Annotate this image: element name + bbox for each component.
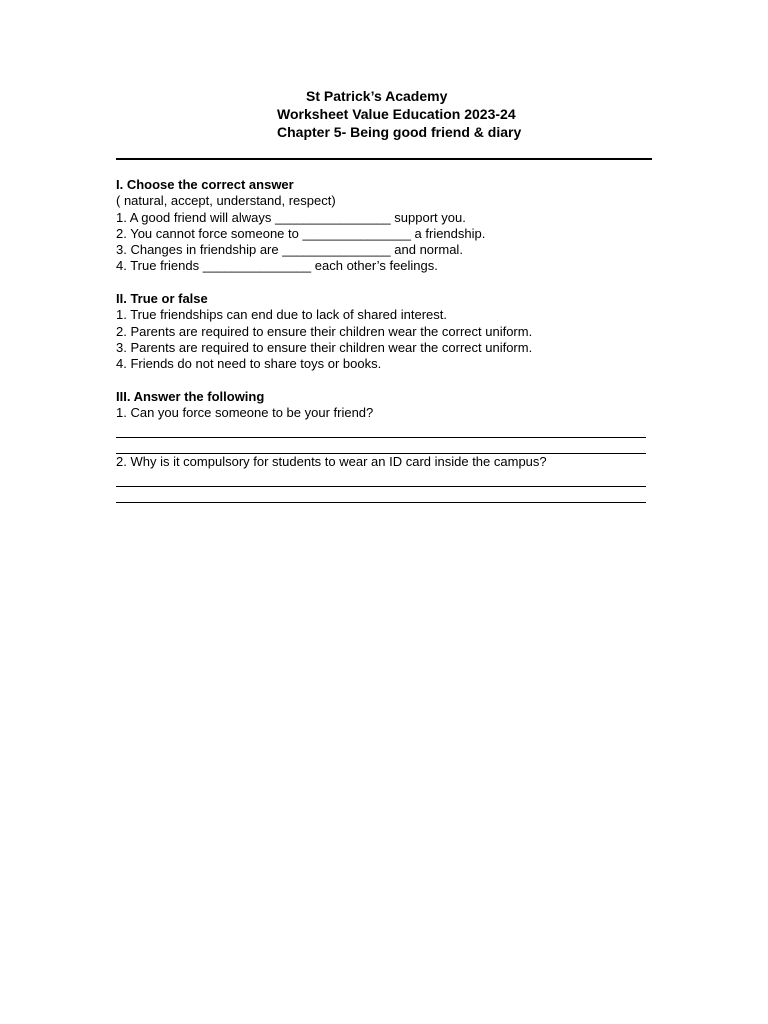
fill-blank-item: 2. You cannot force someone to _______________ a friendship. — [116, 225, 486, 241]
section-spacer — [116, 373, 656, 389]
worksheet-body — [116, 177, 656, 503]
true-false-item: 2. Parents are required to ensure their children wear the correct uniform. — [116, 323, 533, 339]
answer-line — [116, 438, 646, 454]
chapter-title: Chapter 5- Being good friend & diary — [277, 124, 522, 140]
answer-line — [116, 470, 646, 486]
answer-line — [116, 421, 646, 437]
header-divider — [116, 158, 652, 160]
true-false-item: 1. True friendships can end due to lack of shared interest. — [116, 307, 447, 323]
section1-title: I. Choose the correct answer — [116, 177, 294, 192]
fill-blank-item: 4. True friends _______________ each other’s feelings. — [116, 258, 438, 274]
section2-title: II. True or false — [116, 291, 208, 307]
question-2: 2. Why is it compulsory for students to wear an ID card inside the campus? — [116, 454, 547, 470]
school-name: St Patrick’s Academy — [306, 88, 448, 104]
true-false-item: 4. Friends do not need to share toys or books. — [116, 356, 382, 372]
fill-blank-item: 3. Changes in friendship are _______________ and normal. — [116, 242, 463, 258]
true-false-item: 3. Parents are required to ensure their children wear the correct uniform. — [116, 339, 533, 355]
section3-title: III. Answer the following — [116, 388, 265, 404]
section1-options: ( natural, accept, understand, respect) — [116, 193, 336, 209]
section-spacer — [116, 275, 656, 291]
answer-line — [116, 487, 646, 503]
worksheet-title: Worksheet Value Education 2023-24 — [277, 106, 516, 122]
question-1: 1. Can you force someone to be your friend? — [116, 405, 374, 421]
fill-blank-item: 1. A good friend will always ________________ support you. — [116, 209, 466, 225]
